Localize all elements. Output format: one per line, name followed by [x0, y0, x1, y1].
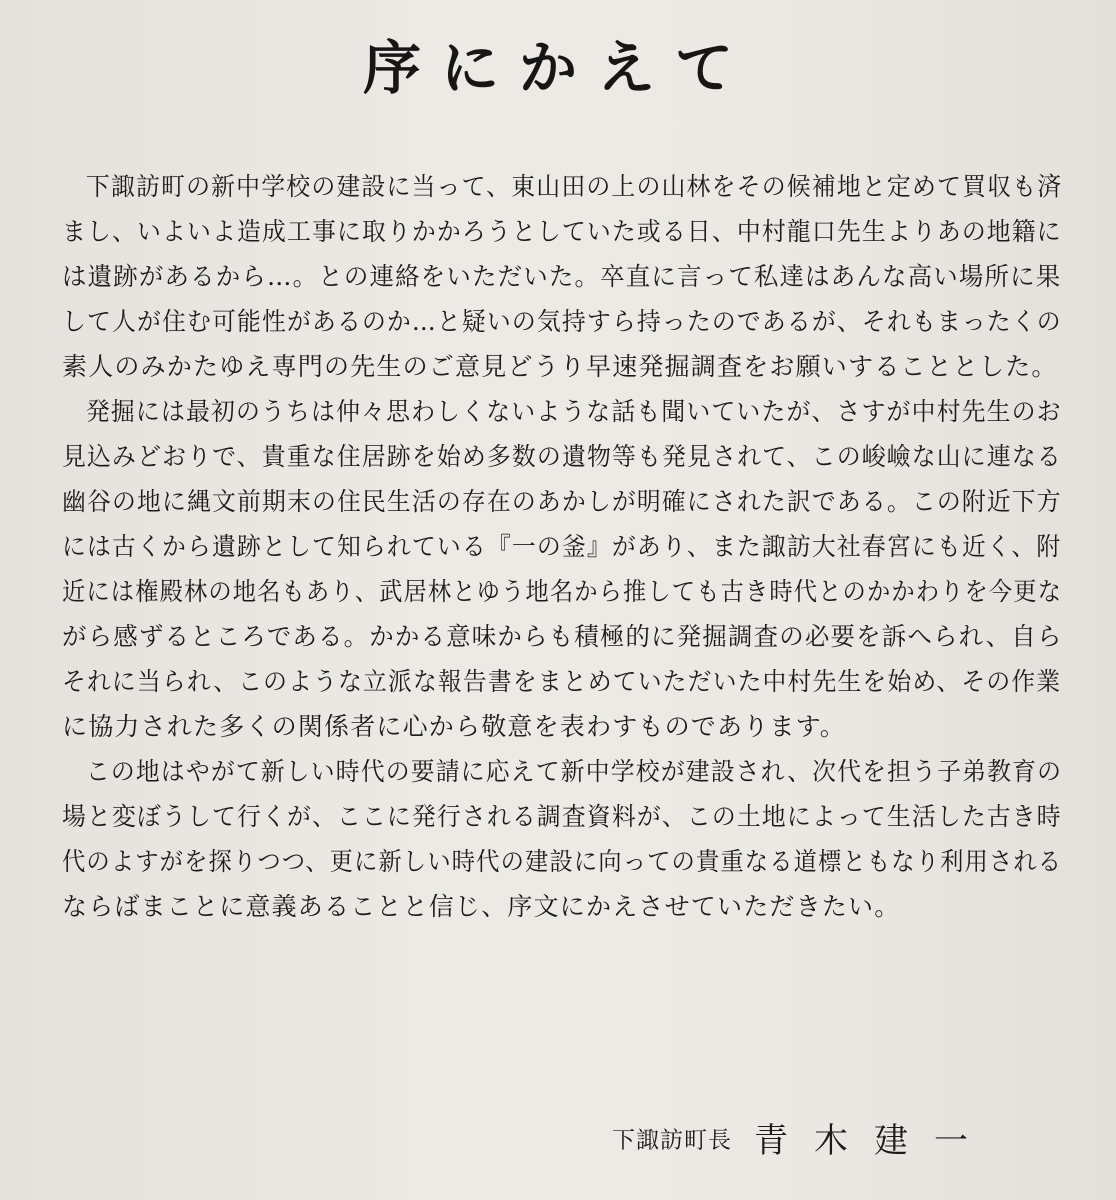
text-line: 見込みどおりで、貴重な住居跡を始め多数の遺物等も発見されて、この峻嶮な山に連なる: [62, 442, 1062, 471]
text-line: に協力された多くの関係者に心から敬意を表わすものであります。: [62, 712, 847, 741]
text-line: 場と変ぼうして行くが、ここに発行される調査資料が、この土地によって生活した古き時: [62, 802, 1062, 831]
text-line: は遺跡があるから…。との連絡をいただいた。卒直に言って私達はあんな高い場所に果: [62, 262, 1062, 291]
text-line: この地はやがて新しい時代の要請に応えて新中学校が建設され、次代を担う子弟教育の: [85, 757, 1063, 786]
text-line: それに当られ、このような立派な報告書をまとめていただいた中村先生を始め、その作業: [62, 667, 1062, 696]
page-title: 序にかえて: [362, 34, 753, 102]
text-line: 幽谷の地に縄文前期末の住民生活の存在のあかしが明確にされた訳である。この附近下方: [62, 487, 1062, 516]
text-line: 素人のみかたゆえ専門の先生のご意見どうり早速発掘調査をお願いすることとした。: [62, 352, 1058, 381]
signature-role: 下諏訪町長: [612, 1127, 732, 1154]
text-line: 代のよすがを探りつつ、更に新しい時代の建設に向っての貴重なる道標ともなり利用される: [62, 847, 1063, 876]
text-line: ならばまことに意義あることと信じ、序文にかえさせていただきたい。: [62, 892, 901, 921]
preface-body: [62, 164, 1062, 929]
text-line: 下諏訪町の新中学校の建設に当って、東山田の上の山林をその候補地と定めて買収も済: [85, 172, 1063, 201]
signature-block: [612, 1116, 994, 1164]
signature-name: 青木建一: [754, 1120, 994, 1161]
text-line: 発掘には最初のうちは仲々思わしくないような話も聞いていたが、さすが中村先生のお: [85, 397, 1062, 426]
text-line: まし、いよいよ造成工事に取りかかろうとしていた或る日、中村龍口先生よりあの地籍に: [62, 217, 1062, 246]
text-line: 近には権殿林の地名もあり、武居林とゆう地名から推しても古き時代とのかかわりを今更な: [62, 577, 1063, 606]
text-line: には古くから遺跡として知られている『一の釜』があり、また諏訪大社春宮にも近く、附: [62, 532, 1062, 561]
text-line: して人が住む可能性があるのか…と疑いの気持すら持ったのであるが、それもまったくの: [62, 307, 1062, 336]
text-line: がら感ずるところである。かかる意味からも積極的に発掘調査の必要を訴へられ、自ら: [62, 622, 1063, 651]
